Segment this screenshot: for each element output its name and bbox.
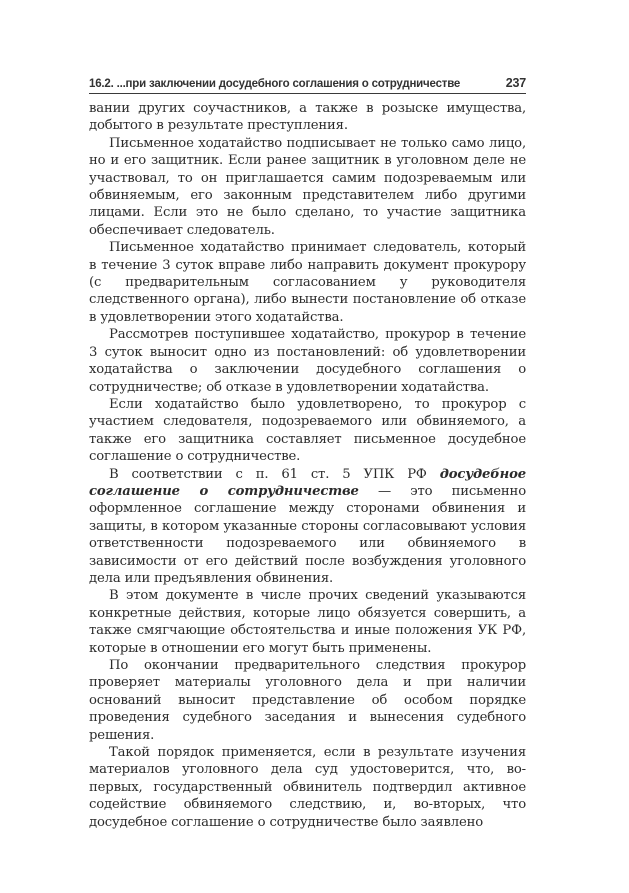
paragraph-6-rest: — это письменно оформленное соглашение между сторонами обвинения и защиты, в котором указанные стороны согласовывают условия ответственности подозреваемого или обвиняемого в зависимости от его действий после возбуждения уголовного дела или предъявления обвинения. <box>89 483 526 586</box>
defined-term: досудебное соглашение о сотрудничестве <box>89 466 526 499</box>
paragraph-8: По окончании предварительного следствия прокурор проверяет материалы уголовного дела и при наличии оснований выносит представление об особом порядке проведения судебного заседания и вынесения судебного решения. <box>89 658 526 743</box>
paragraph-3: Письменное ходатайство принимает следователь, который в течение 3 суток вправе либо направить документ прокурору (с предварительным согласованием у руководителя следственного органа), либо вынести постановление об отказе в удовлетворении этого ходатайства. <box>89 240 526 325</box>
running-head-title: 16.2. ...при заключении досудебного соглашения о сотрудничестве <box>89 78 461 90</box>
paragraph-2: Письменное ходатайство подписывает не только само лицо, но и его защитник. Если ранее защитник в уголовном деле не участвовал, то он приглашается самим подозреваемым или обвиняемым, его законным представителем либо другими лицами. Если это не было сделано, то участие защитника обеспечивает следователь. <box>89 135 526 238</box>
body-text <box>89 100 526 831</box>
paragraph-9: Такой порядок применяется, если в результате изучения материалов уголовного дела суд удостоверится, что, во-первых, государственный обвинитель подтвердил активное содействие обвиняемого следствию, и, во-вторых, что досудебное соглашение о сотрудничестве было заявлено <box>89 745 526 830</box>
paragraph-6 <box>89 466 526 588</box>
paragraph-6-lead: В соответствии с п. 61 ст. 5 УПК РФ <box>109 466 440 482</box>
paragraph-5: Если ходатайство было удовлетворено, то прокурор с участием следователя, подозреваемого или обвиняемого, а также его защитника составляет письменное досудебное соглашение о сотрудничестве. <box>89 396 526 465</box>
page-number: 237 <box>505 76 526 90</box>
running-head <box>89 72 526 94</box>
paragraph-1: вании других соучастников, а также в розыске имущества, добытого в результате преступления. <box>89 101 526 134</box>
paragraph-4: Рассмотрев поступившее ходатайство, прокурор в течение 3 суток выносит одно из постановлений: об удовлетворении ходатайства о заключении досудебного соглашения о сотрудничестве; об отказе в удовлетворении ходатайства. <box>89 327 526 395</box>
paragraph-7: В этом документе в числе прочих сведений указываются конкретные действия, которые лицо обязуется совершить, а также смягчающие обстоятельства и иные положения УК РФ, которые в отношении его могут быть применены. <box>89 588 526 656</box>
